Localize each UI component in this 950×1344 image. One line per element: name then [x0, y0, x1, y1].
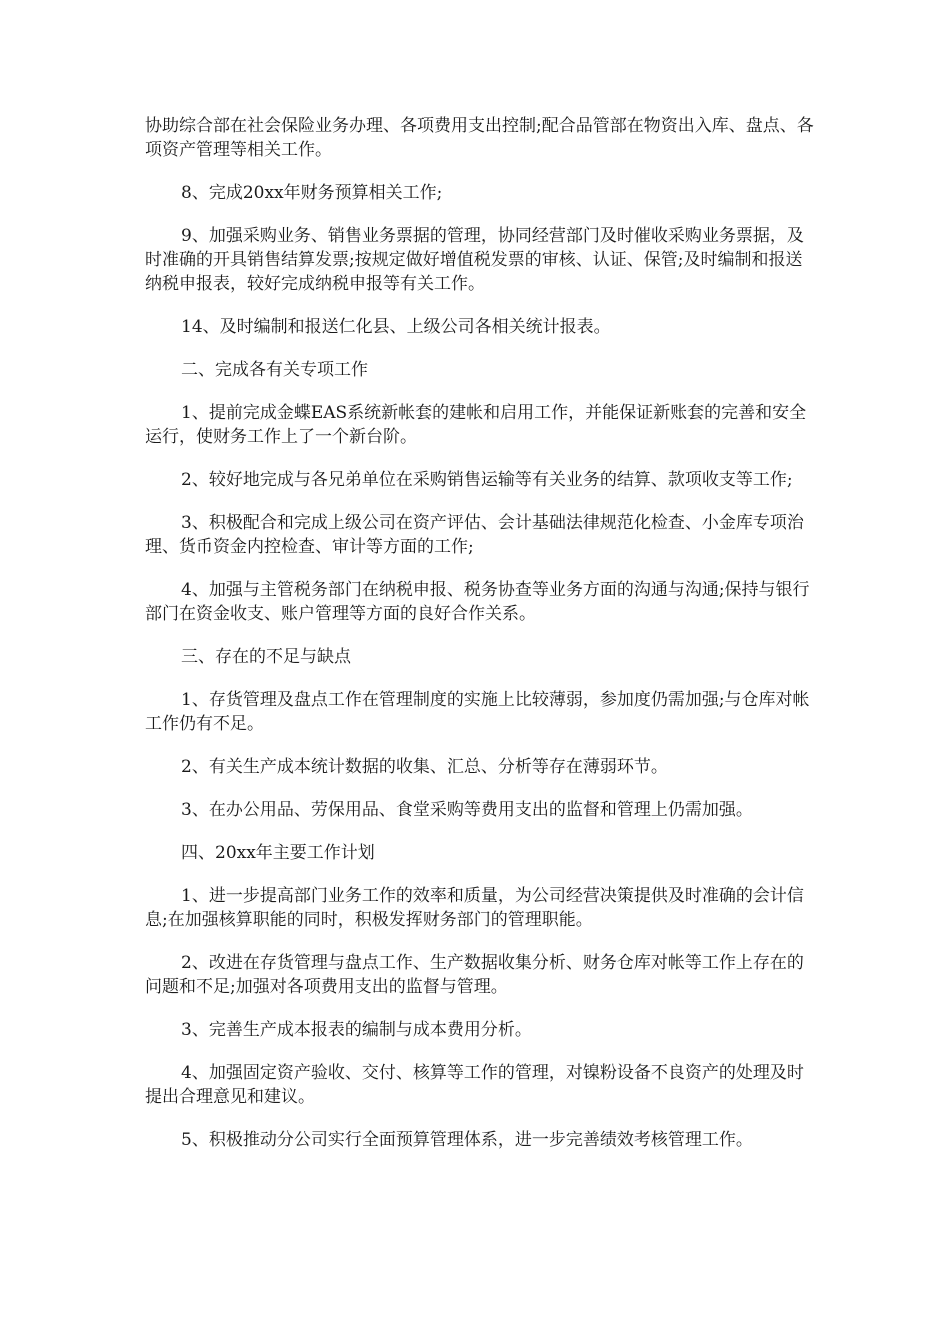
section-heading-2: 二、完成各有关专项工作 — [181, 360, 368, 380]
paragraph-item-8: 8、完成20xx年财务预算相关工作; — [181, 183, 443, 203]
paragraph-plan-4: 4、加强固定资产验收、交付、核算等工作的管理，对镍粉设备不良资产的处理及时提出合理意见和建议。 — [145, 1063, 804, 1107]
paragraph-special-3: 3、积极配合和完成上级公司在资产评估、会计基础法律规范化检查、小金库专项治理、货币资金内控检查、审计等方面的工作; — [145, 513, 804, 557]
paragraph-shortcoming-1: 1、存货管理及盘点工作在管理制度的实施上比较薄弱，参加度仍需加强;与仓库对帐工作仍有不足。 — [145, 690, 810, 734]
section-heading-4: 四、20xx年主要工作计划 — [181, 843, 375, 863]
section-heading-3: 三、存在的不足与缺点 — [181, 647, 351, 667]
paragraph-special-2: 2、较好地完成与各兄弟单位在采购销售运输等有关业务的结算、款项收支等工作; — [181, 470, 793, 490]
document-body — [145, 114, 815, 1171]
paragraph-plan-5: 5、积极推动分公司实行全面预算管理体系，进一步完善绩效考核管理工作。 — [181, 1130, 753, 1150]
paragraph-plan-3: 3、完善生产成本报表的编制与成本费用分析。 — [181, 1020, 532, 1040]
paragraph-intro: 协助综合部在社会保险业务办理、各项费用支出控制;配合品管部在物资出入库、盘点、各项资产管理等相关工作。 — [145, 116, 814, 160]
paragraph-special-1: 1、提前完成金蝶EAS系统新帐套的建帐和启用工作，并能保证新账套的完善和安全运行，使财务工作上了一个新台阶。 — [145, 403, 807, 447]
paragraph-item-14: 14、及时编制和报送仁化县、上级公司各相关统计报表。 — [181, 317, 611, 337]
paragraph-shortcoming-2: 2、有关生产成本统计数据的收集、汇总、分析等存在薄弱环节。 — [181, 757, 668, 777]
paragraph-plan-1: 1、进一步提高部门业务工作的效率和质量，为公司经营决策提供及时准确的会计信息;在加强核算职能的同时，积极发挥财务部门的管理职能。 — [145, 886, 804, 930]
paragraph-item-9: 9、加强采购业务、销售业务票据的管理，协同经营部门及时催收采购业务票据，及时准确的开具销售结算发票;按规定做好增值税发票的审核、认证、保管;及时编制和报送纳税申报表，较好完成纳税申报等有关工作。 — [145, 226, 804, 294]
paragraph-shortcoming-3: 3、在办公用品、劳保用品、食堂采购等费用支出的监督和管理上仍需加强。 — [181, 800, 753, 820]
paragraph-special-4: 4、加强与主管税务部门在纳税申报、税务协查等业务方面的沟通与沟通;保持与银行部门在资金收支、账户管理等方面的良好合作关系。 — [145, 580, 810, 624]
paragraph-plan-2: 2、改进在存货管理与盘点工作、生产数据收集分析、财务仓库对帐等工作上存在的问题和不足;加强对各项费用支出的监督与管理。 — [145, 953, 804, 997]
